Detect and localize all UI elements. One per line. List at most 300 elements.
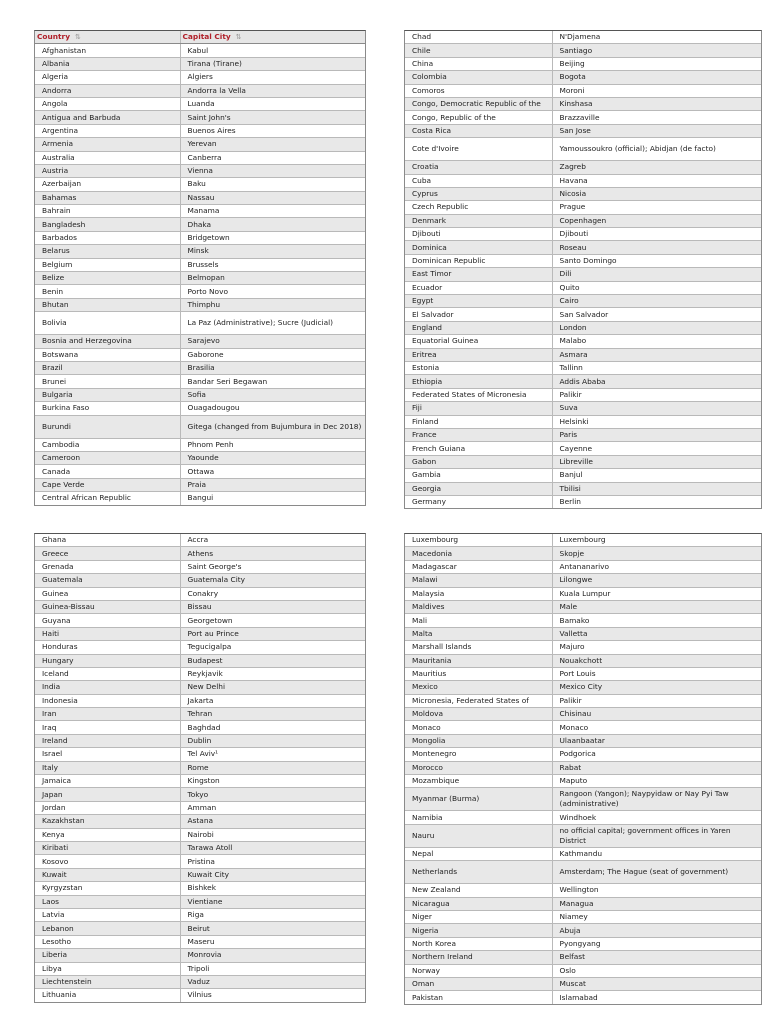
capitals-table <box>405 534 761 1004</box>
country-cell: Monaco <box>405 721 552 734</box>
capital-cell: Vienna <box>180 164 365 177</box>
table-row <box>405 897 761 910</box>
table-row <box>35 748 365 761</box>
country-cell: Iceland <box>35 667 180 680</box>
table-row <box>405 442 761 455</box>
table-row <box>405 734 761 747</box>
country-cell: Lebanon <box>35 922 180 935</box>
country-cell: Libya <box>35 962 180 975</box>
table-row <box>35 775 365 788</box>
country-cell: Djibouti <box>405 228 552 241</box>
country-cell: Congo, Democratic Republic of the <box>405 97 552 110</box>
table-row <box>35 721 365 734</box>
country-cell: Guyana <box>35 614 180 627</box>
country-cell: Belarus <box>35 245 180 258</box>
table-row <box>405 138 761 161</box>
country-cell: Equatorial Guinea <box>405 335 552 348</box>
capital-cell: Sarajevo <box>180 335 365 348</box>
country-cell: Armenia <box>35 138 180 151</box>
table-row <box>35 258 365 271</box>
capital-cell: Skopje <box>552 547 761 560</box>
table-header-row <box>35 31 365 44</box>
capital-cell: no official capital; government offices in Yaren District <box>552 824 761 847</box>
sort-arrows-icon[interactable]: ⇅ <box>235 33 241 42</box>
table-row <box>35 895 365 908</box>
country-cell: Malta <box>405 627 552 640</box>
country-cell: Madagascar <box>405 560 552 573</box>
table-row <box>405 748 761 761</box>
table-row <box>35 492 365 505</box>
table-row <box>35 272 365 285</box>
country-cell: Ghana <box>35 534 180 547</box>
capital-cell: Beijing <box>552 57 761 70</box>
country-cell: Guinea-Bissau <box>35 600 180 613</box>
table-row <box>35 111 365 124</box>
capital-cell: Gitega (changed from Bujumbura in Dec 2018) <box>180 415 365 438</box>
table-row <box>35 868 365 881</box>
capital-cell: Windhoek <box>552 811 761 824</box>
country-cell: Dominica <box>405 241 552 254</box>
capital-cell: Ottawa <box>180 465 365 478</box>
table-row <box>405 951 761 964</box>
capital-cell: Bridgetown <box>180 231 365 244</box>
table-row <box>35 164 365 177</box>
table-row <box>405 811 761 824</box>
capital-cell: Dili <box>552 268 761 281</box>
country-cell: Mauritania <box>405 654 552 667</box>
table-row <box>405 111 761 124</box>
capital-cell: Bissau <box>180 600 365 613</box>
country-cell: Eritrea <box>405 348 552 361</box>
table-row <box>35 708 365 721</box>
capital-cell: Georgetown <box>180 614 365 627</box>
country-cell: Morocco <box>405 761 552 774</box>
sort-arrows-icon[interactable]: ⇅ <box>75 33 80 42</box>
country-cell: Algeria <box>35 71 180 84</box>
country-cell: Namibia <box>405 811 552 824</box>
country-cell: Nepal <box>405 847 552 860</box>
country-cell: Mongolia <box>405 734 552 747</box>
capital-cell: Yaounde <box>180 451 365 464</box>
capital-cell: Ouagadougou <box>180 402 365 415</box>
capital-cell: Gaborone <box>180 348 365 361</box>
capital-cell: Canberra <box>180 151 365 164</box>
table-row <box>35 962 365 975</box>
table-row <box>405 482 761 495</box>
table-row <box>405 560 761 573</box>
capital-cell: Maseru <box>180 935 365 948</box>
table-row <box>405 308 761 321</box>
capital-cell: Praia <box>180 478 365 491</box>
capital-cell: Minsk <box>180 245 365 258</box>
table-row <box>35 882 365 895</box>
country-cell: Cape Verde <box>35 478 180 491</box>
capital-cell: Banjul <box>552 469 761 482</box>
capital-cell: Helsinki <box>552 415 761 428</box>
capital-cell: Bishkek <box>180 882 365 895</box>
table-row <box>35 151 365 164</box>
capital-cell: New Delhi <box>180 681 365 694</box>
capital-cell: Palikir <box>552 388 761 401</box>
country-cell: Bosnia and Herzegovina <box>35 335 180 348</box>
country-cell: Belize <box>35 272 180 285</box>
capital-cell: San Jose <box>552 124 761 137</box>
country-cell: Malawi <box>405 574 552 587</box>
capital-cell: Djibouti <box>552 228 761 241</box>
capital-cell: Tirana (Tirane) <box>180 57 365 70</box>
table-row <box>405 71 761 84</box>
country-cell: Denmark <box>405 214 552 227</box>
country-cell: Netherlands <box>405 861 552 884</box>
capital-cell: Jakarta <box>180 694 365 707</box>
capital-cell: Islamabad <box>559 992 598 1002</box>
table-row <box>35 815 365 828</box>
capital-cell: Zagreb <box>552 161 761 174</box>
country-cell: Estonia <box>405 361 552 374</box>
country-cell: Montenegro <box>405 748 552 761</box>
capital-cell: Phnom Penh <box>180 438 365 451</box>
country-cell: Cyprus <box>405 187 552 200</box>
capital-cell: Brazzaville <box>552 111 761 124</box>
country-cell: Luxembourg <box>405 534 552 547</box>
table-row <box>35 361 365 374</box>
country-cell: Ethiopia <box>405 375 552 388</box>
table-row <box>405 861 761 884</box>
table-row <box>35 57 365 70</box>
table-row <box>405 97 761 110</box>
table-row <box>35 205 365 218</box>
country-cell: Burkina Faso <box>35 402 180 415</box>
country-cell: Georgia <box>405 482 552 495</box>
country-cell: Andorra <box>35 84 180 97</box>
capital-cell: Accra <box>180 534 365 547</box>
table-row <box>35 478 365 491</box>
country-cell: Nicaragua <box>405 897 552 910</box>
table-row <box>35 231 365 244</box>
table-row <box>405 124 761 137</box>
capital-cell: Sofia <box>180 388 365 401</box>
capital-cell: Libreville <box>552 455 761 468</box>
country-header-label: Country <box>37 32 71 42</box>
country-cell: East Timor <box>405 268 552 281</box>
capital-cell: Santiago <box>552 44 761 57</box>
table-row <box>405 187 761 200</box>
capital-cell: Port au Prince <box>180 627 365 640</box>
country-cell: Norway <box>405 964 552 977</box>
table-row <box>405 375 761 388</box>
country-cell: Federated States of Micronesia <box>405 388 552 401</box>
table-row <box>405 641 761 654</box>
country-cell: Chad <box>405 31 552 44</box>
capital-cell: Cairo <box>552 295 761 308</box>
country-cell: North Korea <box>405 937 552 950</box>
table-row <box>405 775 761 788</box>
table-row <box>405 681 761 694</box>
country-cell: New Zealand <box>405 884 552 897</box>
capital-cell: Pyongyang <box>552 937 761 950</box>
country-cell: Colombia <box>405 71 552 84</box>
table-row <box>35 285 365 298</box>
country-cell: Kenya <box>35 828 180 841</box>
capital-cell: Bandar Seri Begawan <box>180 375 365 388</box>
capital-cell: Mexico City <box>552 681 761 694</box>
capital-cell: Niamey <box>552 910 761 923</box>
table-row <box>405 295 761 308</box>
table-row <box>35 761 365 774</box>
capitals-table-panel-1 <box>34 30 366 506</box>
table-row <box>405 910 761 923</box>
capital-cell: Chisinau <box>552 708 761 721</box>
capital-cell: Riga <box>180 908 365 921</box>
table-row <box>35 218 365 231</box>
capital-cell: Antananarivo <box>552 560 761 573</box>
country-cell: Brunei <box>35 375 180 388</box>
country-cell: Nigeria <box>405 924 552 937</box>
country-cell: Hungary <box>35 654 180 667</box>
capital-cell: Wellington <box>552 884 761 897</box>
table-row <box>405 694 761 707</box>
country-cell: Belgium <box>35 258 180 271</box>
country-cell: England <box>405 321 552 334</box>
capital-cell: Luxembourg <box>552 534 761 547</box>
capital-cell: Valletta <box>552 627 761 640</box>
table-row <box>405 44 761 57</box>
table-row <box>405 924 761 937</box>
capital-cell: Copenhagen <box>552 214 761 227</box>
capital-cell: N'Djamena <box>552 31 761 44</box>
capital-cell: Tarawa Atoll <box>180 841 365 854</box>
table-row <box>405 201 761 214</box>
table-row <box>405 587 761 600</box>
capital-cell: Asmara <box>552 348 761 361</box>
country-cell: Jordan <box>35 801 180 814</box>
capital-cell: Amman <box>180 801 365 814</box>
country-cell: Germany <box>405 495 552 508</box>
country-column-header[interactable] <box>35 31 180 44</box>
table-row <box>405 847 761 860</box>
capital-cell: Bangui <box>187 493 214 503</box>
table-row <box>35 801 365 814</box>
country-cell: France <box>405 428 552 441</box>
country-cell: Israel <box>35 748 180 761</box>
capital-cell: Belfast <box>552 951 761 964</box>
country-cell: Bangladesh <box>35 218 180 231</box>
country-cell: Argentina <box>35 124 180 137</box>
country-cell: Austria <box>35 164 180 177</box>
table-row <box>35 312 365 335</box>
table-row <box>35 922 365 935</box>
table-row <box>405 708 761 721</box>
capitals-table <box>405 31 761 508</box>
capital-cell: Bogota <box>552 71 761 84</box>
country-cell: Jamaica <box>35 775 180 788</box>
country-cell: Guatemala <box>35 574 180 587</box>
country-cell: Kuwait <box>35 868 180 881</box>
country-cell: Lithuania <box>35 989 180 1002</box>
table-row <box>405 214 761 227</box>
table-row <box>35 191 365 204</box>
table-row <box>35 335 365 348</box>
country-cell: Fiji <box>405 402 552 415</box>
table-row <box>405 600 761 613</box>
country-cell: Nauru <box>405 824 552 847</box>
table-row <box>35 587 365 600</box>
capital-cell: Cayenne <box>552 442 761 455</box>
table-row <box>405 268 761 281</box>
table-row <box>405 161 761 174</box>
table-row <box>35 627 365 640</box>
capital-cell: Baku <box>180 178 365 191</box>
country-cell: Canada <box>35 465 180 478</box>
country-cell: Barbados <box>35 231 180 244</box>
table-row <box>35 908 365 921</box>
table-row <box>35 451 365 464</box>
capital-cell: Roseau <box>552 241 761 254</box>
table-row <box>405 884 761 897</box>
table-row <box>35 935 365 948</box>
table-row <box>35 989 365 1002</box>
country-cell: Gambia <box>405 469 552 482</box>
capital-cell: Nassau <box>180 191 365 204</box>
country-cell: Kosovo <box>35 855 180 868</box>
country-cell: Bolivia <box>35 312 180 335</box>
table-row <box>35 547 365 560</box>
country-cell: Czech Republic <box>405 201 552 214</box>
table-row <box>405 761 761 774</box>
table-row <box>405 415 761 428</box>
table-row <box>405 614 761 627</box>
capital-cell: Santo Domingo <box>552 254 761 267</box>
table-row <box>405 534 761 547</box>
capital-cell: Rome <box>180 761 365 774</box>
country-cell: Latvia <box>35 908 180 921</box>
table-row <box>405 937 761 950</box>
capital-cell: Saint John's <box>180 111 365 124</box>
capital-cell: Havana <box>552 174 761 187</box>
capital-cell: Brussels <box>180 258 365 271</box>
country-cell: Haiti <box>35 627 180 640</box>
capital-cell: Reykjavik <box>180 667 365 680</box>
table-row <box>35 298 365 311</box>
table-row <box>405 721 761 734</box>
country-cell: Cote d'Ivoire <box>405 138 552 161</box>
capital-cell: Guatemala City <box>180 574 365 587</box>
table-row <box>405 402 761 415</box>
country-cell: Kiribati <box>35 841 180 854</box>
capitals-table <box>35 31 365 505</box>
country-cell: Central African Republic <box>35 492 180 505</box>
table-row <box>405 361 761 374</box>
table-row <box>405 469 761 482</box>
capital-cell: Maputo <box>552 775 761 788</box>
capital-cell: Quito <box>552 281 761 294</box>
capital-cell: Kuwait City <box>180 868 365 881</box>
country-cell: French Guiana <box>405 442 552 455</box>
country-cell: Moldova <box>405 708 552 721</box>
capital-cell: Tegucigalpa <box>180 641 365 654</box>
table-row <box>405 281 761 294</box>
capital-cell: Nouakchott <box>552 654 761 667</box>
capital-cell: Pristina <box>180 855 365 868</box>
table-row <box>35 614 365 627</box>
capital-cell: Prague <box>552 201 761 214</box>
table-row <box>35 438 365 451</box>
country-cell: Croatia <box>405 161 552 174</box>
capital-cell: Addis Ababa <box>552 375 761 388</box>
table-row <box>405 824 761 847</box>
country-cell: Egypt <box>405 295 552 308</box>
capital-cell: Saint George's <box>180 560 365 573</box>
country-cell: Laos <box>35 895 180 908</box>
country-cell: Botswana <box>35 348 180 361</box>
table-row <box>35 348 365 361</box>
table-row <box>35 560 365 573</box>
table-row <box>35 975 365 988</box>
table-row <box>35 97 365 110</box>
table-row <box>35 124 365 137</box>
country-cell: Lesotho <box>35 935 180 948</box>
country-cell: Kazakhstan <box>35 815 180 828</box>
country-cell: Chile <box>405 44 552 57</box>
capital-cell: La Paz (Administrative); Sucre (Judicial) <box>180 312 365 335</box>
capital-cell: Belmopan <box>180 272 365 285</box>
capital-column-header[interactable] <box>180 31 365 44</box>
country-cell: Cameroon <box>35 451 180 464</box>
capital-cell: Tbilisi <box>552 482 761 495</box>
country-cell: China <box>405 57 552 70</box>
capital-cell: Athens <box>180 547 365 560</box>
country-cell: Antigua and Barbuda <box>35 111 180 124</box>
table-row <box>405 991 761 1004</box>
capital-cell: Thimphu <box>180 298 365 311</box>
table-row <box>405 174 761 187</box>
country-cell: Malaysia <box>405 587 552 600</box>
table-row <box>405 254 761 267</box>
capital-cell: Monrovia <box>180 949 365 962</box>
table-row <box>35 138 365 151</box>
country-cell: Liechtenstein <box>35 975 180 988</box>
table-row <box>405 788 761 811</box>
capital-cell: Kathmandu <box>552 847 761 860</box>
country-cell: Albania <box>35 57 180 70</box>
capital-cell: Oslo <box>552 964 761 977</box>
country-cell: Maldives <box>405 600 552 613</box>
capital-cell: Amsterdam; The Hague (seat of government) <box>552 861 761 884</box>
capital-cell: Tel Aviv¹ <box>180 748 365 761</box>
table-row <box>35 402 365 415</box>
table-row <box>35 667 365 680</box>
capital-cell: Manama <box>180 205 365 218</box>
capital-cell: Beirut <box>180 922 365 935</box>
table-row <box>405 241 761 254</box>
capital-cell: Bamako <box>552 614 761 627</box>
country-cell: Greece <box>35 547 180 560</box>
country-cell: Japan <box>35 788 180 801</box>
country-cell: Bahamas <box>35 191 180 204</box>
capital-cell: Muscat <box>552 977 761 990</box>
capital-cell: Nicosia <box>552 187 761 200</box>
table-row <box>35 788 365 801</box>
country-cell: Cambodia <box>35 438 180 451</box>
table-row <box>405 977 761 990</box>
capital-cell: Kabul <box>180 44 365 57</box>
capitals-table <box>35 534 365 1002</box>
country-cell: Pakistan <box>405 991 552 1004</box>
capital-cell: London <box>552 321 761 334</box>
capital-cell: San Salvador <box>552 308 761 321</box>
country-cell: Afghanistan <box>35 44 180 57</box>
table-row <box>35 71 365 84</box>
